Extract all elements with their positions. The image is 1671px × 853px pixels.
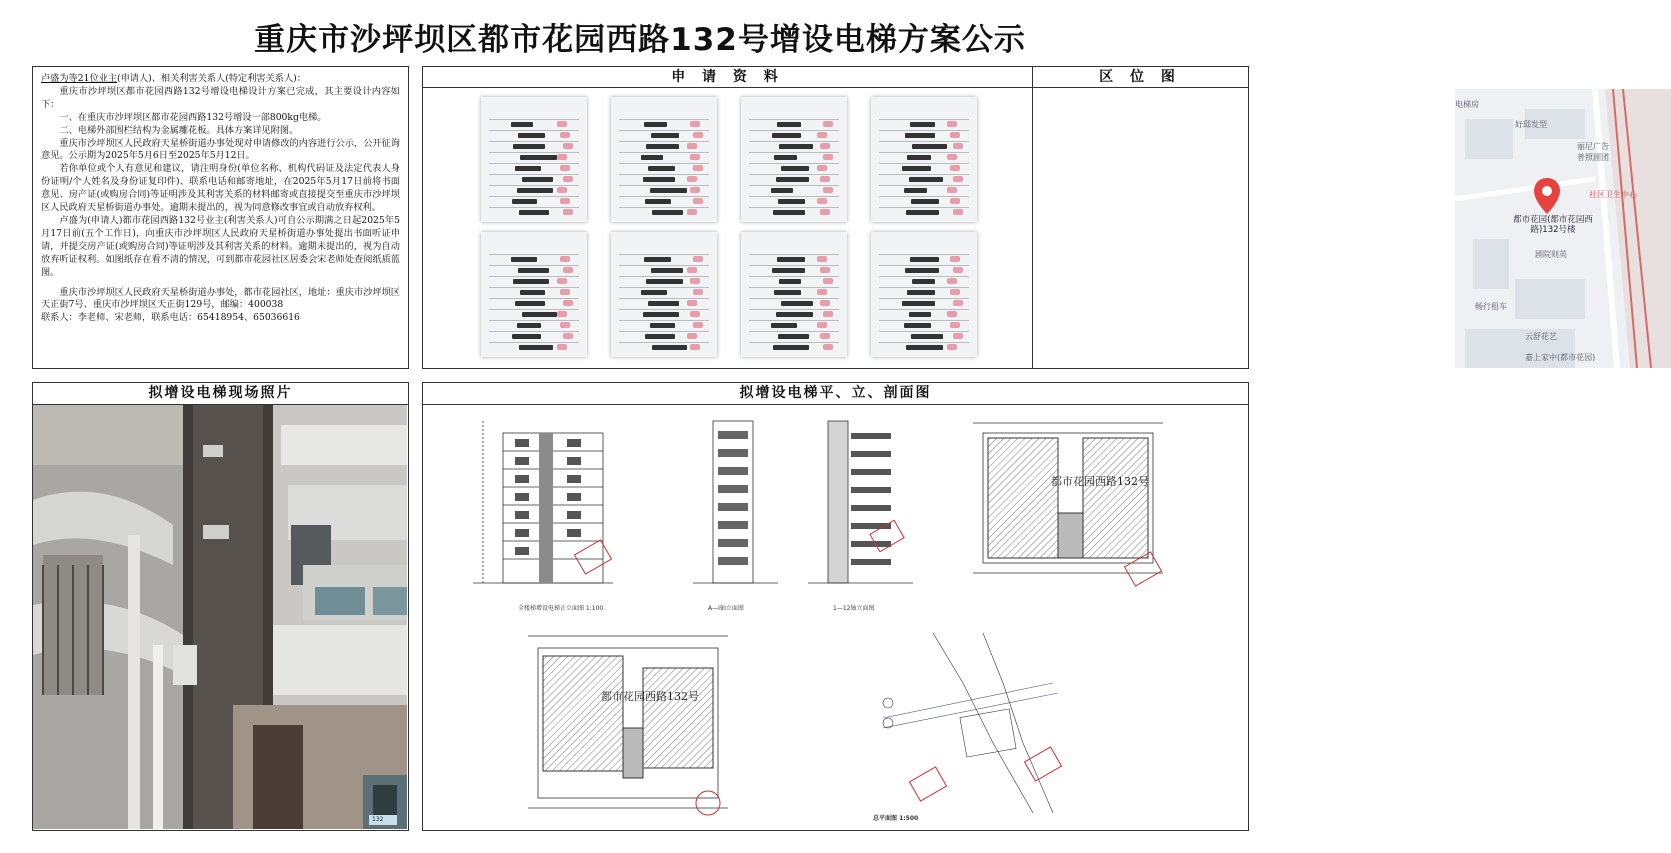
map-pin-label: 都市花园(都市花园西路)132号楼	[1513, 215, 1593, 235]
notice-contact-person: 联系人：李老师、宋老师，联系电话：65418954、65036616	[41, 312, 300, 324]
photo-header: 拟增设电梯现场照片	[33, 383, 408, 405]
notice-paragraph: 若你单位或个人有意见和建议，请注明身份(单位名称、机构代码证及法定代表人身份证明/个人姓名及身份证复印件)、联系电话和邮寄地址，在2025年5月17日前将书面意见、房产证(或购房合同)等证明涉及其利害关系的材料邮寄或直接提交至重庆市沙坪坝区人民政府天星桥街道办事处。逾期未提出的，视为同意修改事宜或自动放弃权利。	[41, 163, 400, 214]
drawing-caption: 1—12轴立面图	[833, 605, 875, 612]
notice-panel	[32, 66, 409, 369]
docs-header: 申 请 资 料	[423, 67, 1032, 88]
drawings-header: 拟增设电梯平、立、剖面图	[423, 383, 1248, 405]
document-thumbnail	[741, 232, 847, 357]
building-name-label-2: 都市花园西路132号	[601, 690, 699, 703]
building-name-label: 都市花园西路132号	[1051, 475, 1149, 488]
map-place-label: 社区卫生中心	[1589, 190, 1637, 199]
notice-paragraph: 一、在重庆市沙坪坝区都市花园西路132号增设一部800kg电梯。	[59, 111, 327, 123]
map-place-label: 嘉上家中(都市花园)	[1525, 353, 1596, 362]
floor-plan-drawing	[958, 413, 1173, 608]
document-thumbnail	[871, 232, 977, 357]
notice-addressee: 卢盛为等21位业主	[41, 73, 118, 84]
section-drawing	[803, 411, 923, 606]
drawing-caption: 全楼梯增设电梯正立面图 1:100	[518, 605, 604, 612]
floor-plan-drawing-2	[518, 628, 733, 823]
door-number: 132	[372, 816, 384, 823]
document-thumbnail	[611, 232, 717, 357]
front-elevation-drawing	[463, 411, 623, 606]
application-docs-panel	[422, 66, 1637, 369]
notice-paragraph: 卢盛为(申请人)都市花园西路132号业主(利害关系人)可自公示期满之日起2025年5月17日前(五个工作日)，向重庆市沙坪坝区人民政府天星桥街道办事处提出书面听证申请，并提交房产证(或购房合同)等证明涉及其利害关系的材料。逾期未提出的，视为自动放弃听证权利。如图纸存在看不清的情况，可到都市花园社区居委会宋老师处查阅纸质蓝图。	[41, 214, 400, 278]
map-place-label: 电梯房	[1455, 100, 1479, 109]
side-elevation-drawing	[688, 411, 788, 606]
document-thumbnail	[611, 97, 717, 222]
map-place-label: 丽尼广告	[1577, 142, 1609, 151]
map-place-label: 普照剧团	[1577, 153, 1609, 162]
page-title: 重庆市沙坪坝区都市花园西路132号增设电梯方案公示	[254, 22, 1026, 58]
drawing-caption: 总平面图 1:500	[873, 815, 919, 822]
notice-paragraph: 二、电梯外部围栏结构为金属雕花板。具体方案详见附图。	[59, 124, 299, 136]
map-pin-sublabel: 剧院则英	[1535, 250, 1567, 259]
notice-addressee-rest: (申请人)、相关利害关系人(特定利害关系人)：	[117, 73, 306, 84]
document-thumbnail	[871, 97, 977, 222]
location-map	[1455, 89, 1671, 368]
site-plan-drawing	[853, 623, 1123, 823]
notice-paragraph: 重庆市沙坪坝区人民政府天星桥街道办事处现对申请修改的内容进行公示，公开征询意见。公示期为2025年5月6日至2025年5月12日。	[41, 137, 400, 162]
site-photo-panel	[32, 382, 409, 831]
site-photo	[33, 405, 407, 829]
document-thumbnail	[481, 97, 587, 222]
document-thumbnail	[741, 97, 847, 222]
notice-paragraph: 重庆市沙坪坝区都市花园西路132号增设电梯设计方案已完成，其主要设计内容如下：	[41, 85, 400, 110]
drawing-caption: A—I轴立面图	[708, 605, 744, 612]
map-place-label: 畅行租车	[1475, 302, 1507, 311]
map-place-label: 云舒花艺	[1525, 332, 1557, 341]
document-thumbnail	[481, 232, 587, 357]
map-pin-icon	[1532, 177, 1562, 215]
notice-contact: 重庆市沙坪坝区人民政府天星桥街道办事处，都市花园社区，地址：重庆市沙坪坝区天正街7号、重庆市沙坪坝区天正街129号，邮编：400038	[41, 286, 400, 311]
map-place-label: 好邸发型	[1515, 120, 1547, 129]
elevator-drawings-panel	[422, 382, 1249, 831]
location-header: 区 位 图	[1032, 67, 1248, 88]
